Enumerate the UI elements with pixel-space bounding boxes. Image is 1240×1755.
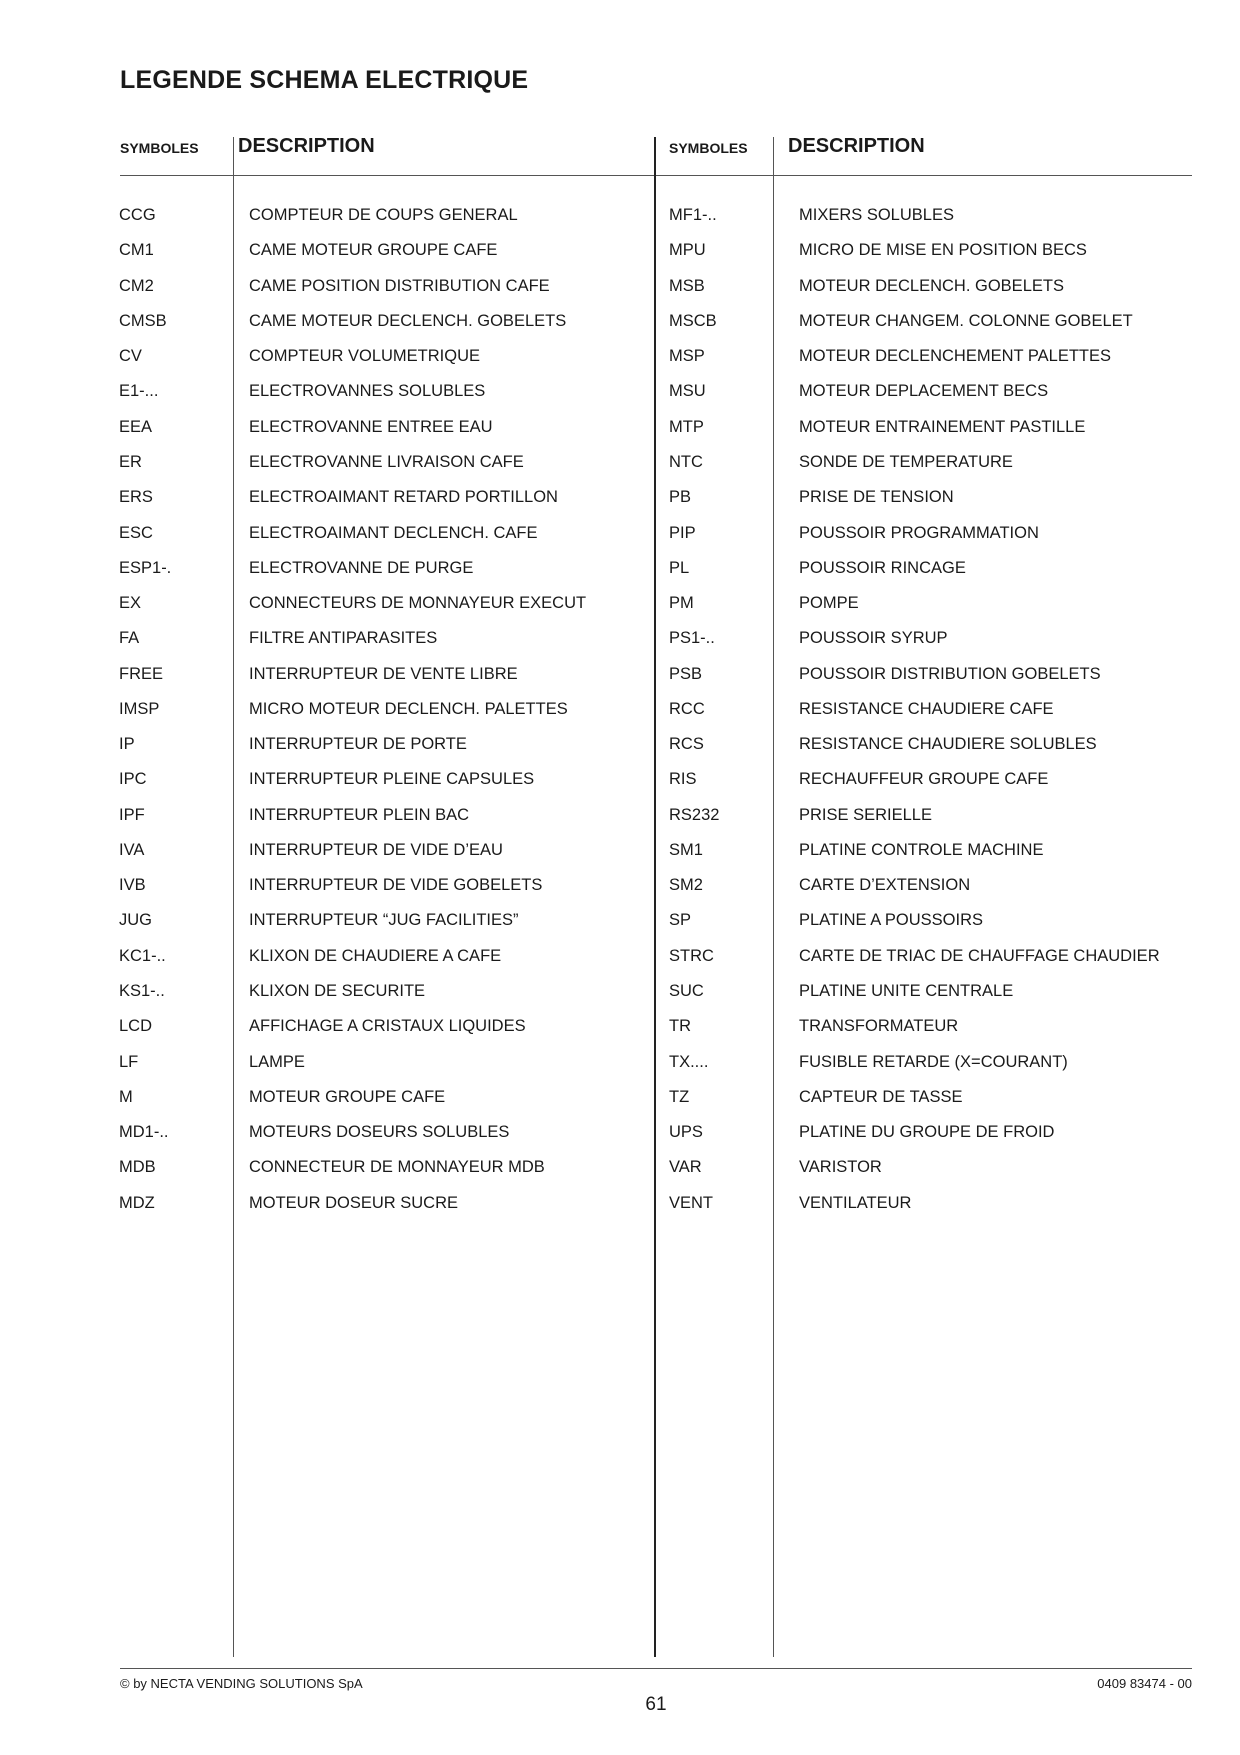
left-description-header: DESCRIPTION	[238, 135, 375, 157]
legend-description: CARTE D’EXTENSION	[799, 876, 971, 895]
left-column-divider	[233, 137, 234, 1657]
legend-symbol: ER	[119, 452, 142, 471]
legend-row	[669, 374, 1049, 409]
legend-symbol: PL	[669, 558, 690, 577]
legend-description: SONDE DE TEMPERATURE	[799, 452, 1013, 471]
legend-symbol: STRC	[669, 946, 714, 965]
legend-symbol: RCS	[669, 735, 704, 754]
legend-symbol: VAR	[669, 1158, 702, 1177]
legend-description: CAME POSITION DISTRIBUTION CAFE	[249, 276, 550, 295]
legend-description: ELECTROVANNE LIVRAISON CAFE	[249, 452, 524, 471]
legend-description: RECHAUFFEUR GROUPE CAFE	[799, 770, 1049, 789]
legend-description: PLATINE DU GROUPE DE FROID	[799, 1123, 1055, 1142]
legend-description: MOTEUR ENTRAINEMENT PASTILLE	[799, 417, 1086, 436]
legend-description: ELECTROAIMANT DECLENCH. CAFE	[249, 523, 538, 542]
legend-symbol: SUC	[669, 981, 704, 1000]
legend-symbol: IPF	[119, 805, 145, 824]
legend-symbol: IPC	[119, 770, 147, 789]
legend-row	[669, 445, 1013, 480]
legend-description: MOTEUR GROUPE CAFE	[249, 1087, 446, 1106]
legend-symbol: ERS	[119, 488, 153, 507]
legend-symbol: MTP	[669, 417, 704, 436]
legend-row	[119, 1044, 305, 1079]
legend-symbol: RIS	[669, 770, 697, 789]
legend-row	[119, 1080, 446, 1115]
legend-row	[119, 621, 438, 656]
legend-row	[119, 198, 518, 233]
legend-row	[119, 480, 558, 515]
legend-row	[669, 339, 1112, 374]
legend-row	[669, 198, 954, 233]
legend-description: POUSSOIR PROGRAMMATION	[799, 523, 1039, 542]
legend-description: INTERRUPTEUR “JUG FACILITIES”	[249, 911, 519, 930]
legend-row	[669, 1185, 912, 1220]
legend-description: INTERRUPTEUR DE VENTE LIBRE	[249, 664, 518, 683]
legend-symbol: SP	[669, 911, 692, 930]
legend-description: PLATINE UNITE CENTRALE	[799, 981, 1014, 1000]
legend-description: PLATINE CONTROLE MACHINE	[799, 840, 1044, 859]
legend-row	[669, 1150, 882, 1185]
legend-description: INTERRUPTEUR DE VIDE GOBELETS	[249, 876, 543, 895]
legend-description: AFFICHAGE A CRISTAUX LIQUIDES	[249, 1017, 526, 1036]
legend-row	[119, 445, 524, 480]
right-symbols-header: SYMBOLES	[669, 140, 748, 156]
legend-row	[119, 1009, 526, 1044]
legend-symbol: SM1	[669, 840, 703, 859]
legend-description: LAMPE	[249, 1052, 305, 1071]
legend-description: POUSSOIR DISTRIBUTION GOBELETS	[799, 664, 1101, 683]
legend-description: FILTRE ANTIPARASITES	[249, 629, 438, 648]
legend-description: MOTEUR DECLENCH. GOBELETS	[799, 276, 1064, 295]
legend-symbol: RS232	[669, 805, 720, 824]
legend-row	[669, 586, 859, 621]
legend-row	[119, 269, 550, 304]
legend-description: COMPTEUR DE COUPS GENERAL	[249, 206, 518, 225]
legend-row	[119, 1185, 459, 1220]
legend-symbol: LF	[119, 1052, 139, 1071]
legend-symbol: MD1-..	[119, 1123, 169, 1142]
legend-description: INTERRUPTEUR PLEINE CAPSULES	[249, 770, 535, 789]
legend-description: VENTILATEUR	[799, 1193, 912, 1212]
legend-symbol: MSCB	[669, 311, 717, 330]
legend-symbol: CM2	[119, 276, 154, 295]
legend-description: CAME MOTEUR DECLENCH. GOBELETS	[249, 311, 567, 330]
legend-row	[669, 798, 932, 833]
legend-description: MOTEUR CHANGEM. COLONNE GOBELET	[799, 311, 1133, 330]
legend-row	[119, 833, 503, 868]
footer-divider	[120, 1668, 1192, 1669]
legend-row	[119, 727, 467, 762]
legend-row	[669, 974, 1014, 1009]
legend-description: CAME MOTEUR GROUPE CAFE	[249, 241, 498, 260]
legend-symbol: VENT	[669, 1193, 714, 1212]
legend-symbol: CV	[119, 347, 142, 366]
legend-symbol: JUG	[119, 911, 152, 930]
legend-description: ELECTROVANNES SOLUBLES	[249, 382, 486, 401]
legend-description: INTERRUPTEUR DE VIDE D’EAU	[249, 840, 503, 859]
legend-row	[119, 762, 535, 797]
legend-row	[119, 515, 538, 550]
legend-symbol: MDZ	[119, 1193, 155, 1212]
legend-row	[669, 233, 1087, 268]
legend-row	[669, 551, 966, 586]
legend-symbol: FREE	[119, 664, 164, 683]
legend-symbol: PS1-..	[669, 629, 715, 648]
legend-description: RESISTANCE CHAUDIERE SOLUBLES	[799, 735, 1097, 754]
legend-description: MIXERS SOLUBLES	[799, 206, 954, 225]
legend-row	[119, 692, 568, 727]
legend-description: MICRO MOTEUR DECLENCH. PALETTES	[249, 699, 568, 718]
legend-row	[119, 1150, 545, 1185]
legend-description: INTERRUPTEUR PLEIN BAC	[249, 805, 470, 824]
legend-symbol: CCG	[119, 206, 156, 225]
legend-description: CARTE DE TRIAC DE CHAUFFAGE CHAUDIER	[799, 946, 1160, 965]
legend-row	[669, 868, 971, 903]
legend-description: POUSSOIR SYRUP	[799, 629, 948, 648]
legend-description: INTERRUPTEUR DE PORTE	[249, 735, 467, 754]
legend-symbol: PSB	[669, 664, 703, 683]
legend-symbol: LCD	[119, 1017, 153, 1036]
legend-description: ELECTROVANNE ENTREE EAU	[249, 417, 493, 436]
legend-description: POMPE	[799, 594, 859, 613]
legend-symbol: MF1-..	[669, 206, 717, 225]
legend-symbol: KS1-..	[119, 981, 165, 1000]
legend-description: KLIXON DE SECURITE	[249, 981, 426, 1000]
legend-symbol: IMSP	[119, 699, 160, 718]
legend-description: COMPTEUR VOLUMETRIQUE	[249, 347, 481, 366]
legend-description: MICRO DE MISE EN POSITION BECS	[799, 241, 1087, 260]
legend-description: MOTEUR DECLENCHEMENT PALETTES	[799, 347, 1112, 366]
legend-description: MOTEURS DOSEURS SOLUBLES	[249, 1123, 510, 1142]
legend-description: CAPTEUR DE TASSE	[799, 1087, 963, 1106]
legend-row	[669, 1115, 1055, 1150]
legend-symbol: M	[119, 1087, 133, 1106]
right-legend-list	[669, 198, 1160, 1221]
left-symbols-header: SYMBOLES	[120, 140, 199, 156]
legend-row	[669, 304, 1133, 339]
legend-description: VARISTOR	[799, 1158, 882, 1177]
legend-description: PRISE DE TENSION	[799, 488, 954, 507]
legend-description: MOTEUR DEPLACEMENT BECS	[799, 382, 1049, 401]
legend-symbol: MSB	[669, 276, 705, 295]
legend-description: FUSIBLE RETARDE (X=COURANT)	[799, 1052, 1068, 1071]
legend-row	[669, 1080, 963, 1115]
legend-symbol: CMSB	[119, 311, 167, 330]
center-divider	[654, 137, 656, 1657]
legend-row	[119, 656, 518, 691]
legend-row	[669, 692, 1054, 727]
legend-symbol: TX....	[669, 1052, 709, 1071]
legend-row	[669, 903, 984, 938]
legend-symbol: RCC	[669, 699, 705, 718]
legend-symbol: NTC	[669, 452, 703, 471]
footer-copyright: © by NECTA VENDING SOLUTIONS SpA	[120, 1676, 363, 1691]
legend-symbol: PM	[669, 594, 694, 613]
legend-row	[119, 974, 426, 1009]
legend-description: CONNECTEUR DE MONNAYEUR MDB	[249, 1158, 545, 1177]
legend-symbol: MPU	[669, 241, 706, 260]
legend-row	[119, 374, 486, 409]
header-divider	[120, 175, 1192, 176]
legend-row	[669, 410, 1086, 445]
legend-row	[669, 727, 1097, 762]
legend-row	[669, 515, 1039, 550]
legend-symbol: KC1-..	[119, 946, 166, 965]
legend-row	[119, 551, 474, 586]
legend-description: CONNECTEURS DE MONNAYEUR EXECUT	[249, 594, 587, 613]
legend-symbol: SM2	[669, 876, 703, 895]
left-legend-list	[119, 198, 587, 1221]
legend-row	[119, 903, 519, 938]
legend-row	[669, 833, 1044, 868]
legend-description: TRANSFORMATEUR	[799, 1017, 959, 1036]
page-title: LEGENDE SCHEMA ELECTRIQUE	[120, 66, 529, 94]
legend-row	[119, 410, 493, 445]
legend-row	[119, 868, 543, 903]
legend-row	[669, 480, 954, 515]
legend-symbol: MDB	[119, 1158, 156, 1177]
legend-row	[119, 586, 587, 621]
legend-row	[119, 939, 502, 974]
legend-row	[119, 1115, 510, 1150]
legend-description: POUSSOIR RINCAGE	[799, 558, 966, 577]
legend-row	[669, 621, 948, 656]
legend-symbol: IVA	[119, 840, 145, 859]
legend-description: PLATINE A POUSSOIRS	[799, 911, 984, 930]
legend-symbol: CM1	[119, 241, 154, 260]
legend-symbol: TZ	[669, 1087, 690, 1106]
legend-row	[669, 269, 1064, 304]
legend-symbol: E1-...	[119, 382, 159, 401]
legend-symbol: PB	[669, 488, 692, 507]
legend-row	[119, 339, 481, 374]
legend-symbol: FA	[119, 629, 140, 648]
legend-row	[669, 1009, 959, 1044]
page-number: 61	[645, 1694, 667, 1715]
legend-symbol: MSP	[669, 347, 705, 366]
legend-description: RESISTANCE CHAUDIERE CAFE	[799, 699, 1054, 718]
legend-symbol: ESP1-.	[119, 558, 172, 577]
legend-symbol: TR	[669, 1017, 691, 1036]
legend-row	[669, 1044, 1068, 1079]
legend-symbol: EEA	[119, 417, 153, 436]
legend-row	[119, 798, 470, 833]
footer-doc-code: 0409 83474 - 00	[1097, 1676, 1192, 1691]
legend-row	[119, 304, 567, 339]
legend-row	[669, 939, 1160, 974]
legend-symbol: UPS	[669, 1123, 703, 1142]
legend-description: KLIXON DE CHAUDIERE A CAFE	[249, 946, 502, 965]
legend-description: MOTEUR DOSEUR SUCRE	[249, 1193, 459, 1212]
legend-row	[669, 656, 1101, 691]
legend-row	[119, 233, 498, 268]
legend-description: ELECTROVANNE DE PURGE	[249, 558, 474, 577]
legend-symbol: IVB	[119, 876, 146, 895]
legend-symbol: ESC	[119, 523, 153, 542]
legend-description: PRISE SERIELLE	[799, 805, 932, 824]
legend-description: ELECTROAIMANT RETARD PORTILLON	[249, 488, 558, 507]
legend-symbol: MSU	[669, 382, 706, 401]
right-column-divider	[773, 137, 774, 1657]
legend-row	[669, 762, 1049, 797]
legend-symbol: IP	[119, 735, 135, 754]
right-description-header: DESCRIPTION	[788, 135, 925, 157]
legend-symbol: EX	[119, 594, 142, 613]
legend-symbol: PIP	[669, 523, 696, 542]
